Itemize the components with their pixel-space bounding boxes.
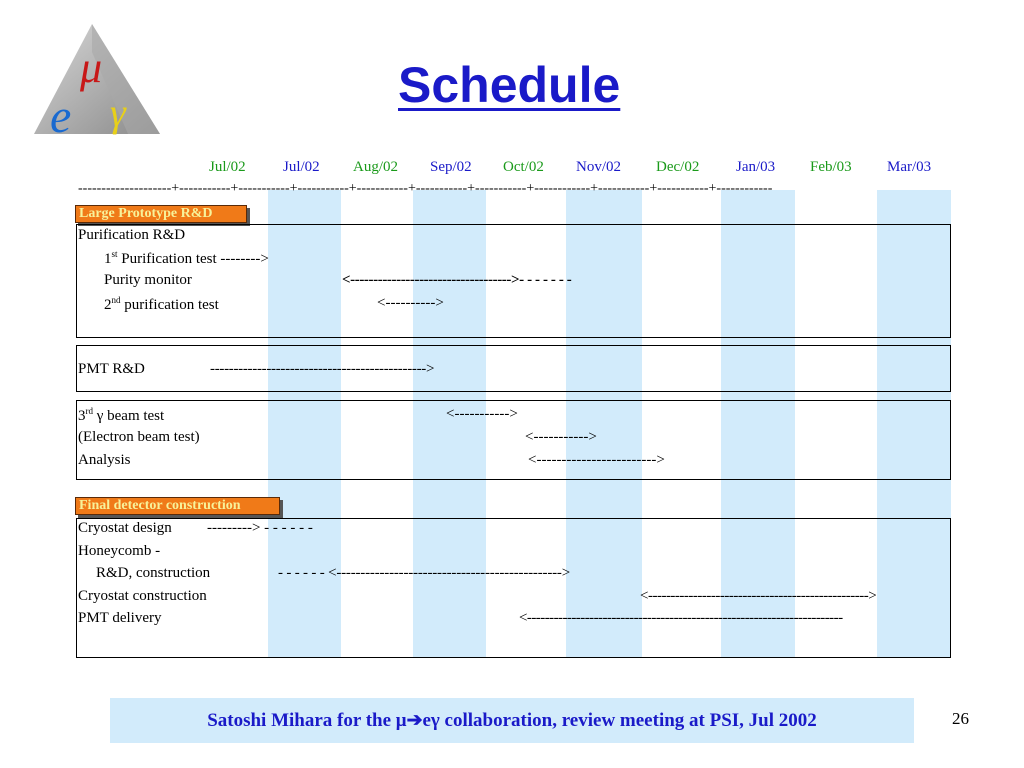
purification-test1 (104, 249, 269, 268)
month-label: Feb/03 (810, 159, 852, 175)
rd-construction-label: R&D, construction (96, 565, 211, 581)
purification-test2 (104, 295, 219, 314)
electron-beam-label: (Electron beam test) (78, 429, 200, 445)
pmt-arrow: ----------------------------------------------> (210, 361, 435, 377)
month-label: Nov/02 (576, 159, 621, 175)
beam-test-arrow: <-----------> (446, 406, 518, 422)
section-tag-large-prototype: Large Prototype R&D (75, 205, 247, 223)
analysis-arrow: <------------------------> (528, 452, 665, 468)
purity-monitor-label: Purity monitor (104, 272, 192, 288)
beam-rest: γ beam test (93, 408, 165, 424)
cryostat-design-arrow: ---------> - - - - - - (207, 520, 313, 536)
test2-arrow: <----------> (377, 295, 444, 311)
month-label: Mar/03 (887, 159, 932, 175)
test1-prefix: 1 (104, 251, 112, 267)
month-label: Oct/02 (503, 159, 544, 175)
month-label: Sep/02 (430, 159, 472, 175)
section-tag-final-detector: Final detector construction (75, 497, 280, 515)
month-label: Jul/02 (283, 159, 320, 175)
month-label: Dec/02 (656, 159, 700, 175)
footer-banner (110, 698, 914, 743)
test1-sup: st (111, 249, 118, 259)
timeline-ruler: --------------------+-----------+-----------+-----------+-----------+-----------+-----------+------------+-----------+-----------+------------ (78, 181, 773, 196)
purity-arrow-dashed: - - - - - - - (519, 272, 572, 288)
triangle-logo-icon (30, 22, 165, 140)
purification-heading: Purification R&D (78, 227, 186, 243)
cryostat-construction-arrow: <-------------------------------------------------> (640, 588, 877, 604)
month-label: Aug/02 (353, 159, 398, 175)
page-title: Schedule (398, 57, 621, 113)
test2-rest: purification test (120, 297, 219, 313)
month-label: Jul/02 (209, 159, 246, 175)
cryostat-construction-label: Cryostat construction (78, 588, 207, 604)
test2-sup: nd (111, 295, 121, 305)
electron-beam-arrow: <-----------> (525, 429, 597, 445)
logo-gamma: γ (110, 90, 126, 135)
test1-rest: Purification test --------> (117, 251, 269, 267)
month-header (0, 159, 1024, 179)
beam-test-label (78, 406, 164, 425)
beam-prefix: 3 (78, 408, 86, 424)
footer-text: Satoshi Mihara for the μ➔eγ collaboration, review meeting at PSI, Jul 2002 (207, 710, 817, 731)
logo-mu: μ (80, 43, 103, 92)
analysis-label: Analysis (78, 452, 131, 468)
pmt-box (76, 345, 951, 392)
page-number: 26 (952, 709, 969, 728)
test2-prefix: 2 (104, 297, 112, 313)
purity-monitor-arrow (342, 272, 571, 289)
rd-construction-arrow: - - - - - - <-----------------------------------------------> (278, 565, 570, 581)
pmt-delivery-arrow: <----------------------------------------------------------------------- (519, 610, 843, 626)
pmt-label: PMT R&D (78, 361, 145, 377)
honeycomb-label: Honeycomb - (78, 543, 161, 559)
pmt-delivery-label: PMT delivery (78, 610, 162, 626)
logo-e: e (50, 90, 72, 140)
purity-arrow-solid: <-----------------------------------> (342, 272, 520, 288)
month-label: Jan/03 (736, 159, 776, 175)
collaboration-logo (30, 22, 165, 140)
cryostat-design-label: Cryostat design (78, 520, 172, 536)
beam-sup: rd (85, 406, 93, 416)
